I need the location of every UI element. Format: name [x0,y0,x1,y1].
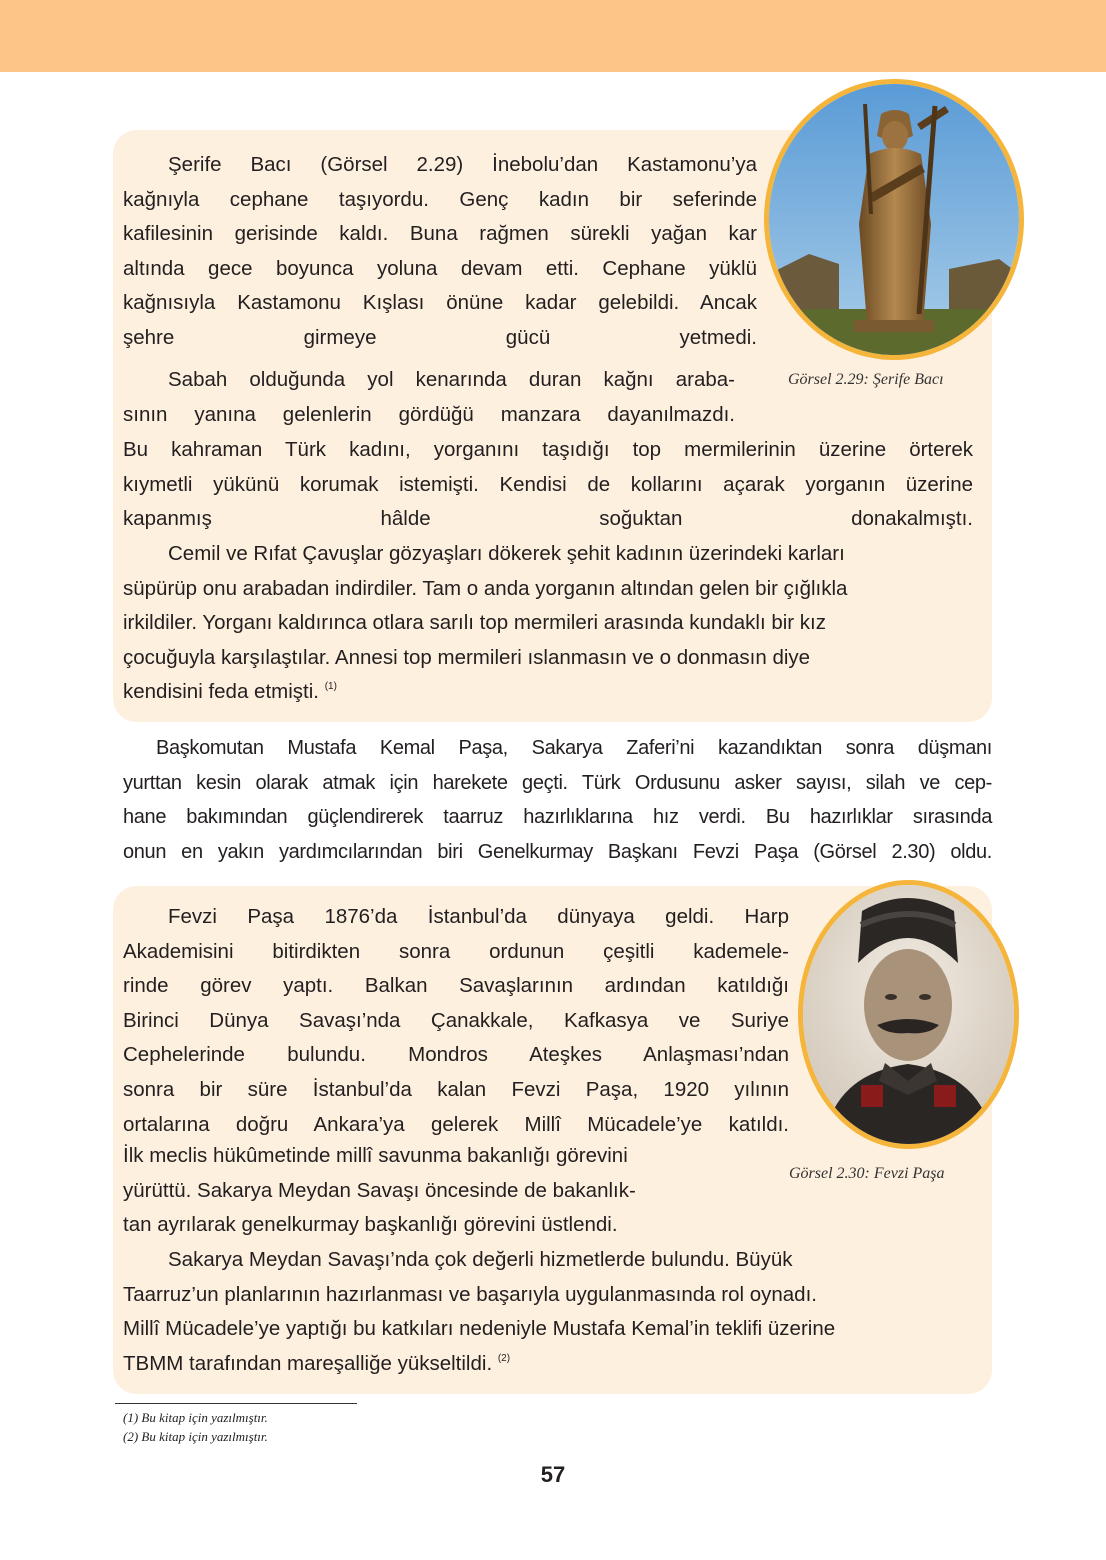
footnote-2: (2) Bu kitap için yazılmıştır. [123,1429,268,1444]
header-band [0,0,1106,72]
serife-paragraph-3: Cemil ve Rıfat Çavuşlar gözyaşları dökerek şehit kadının üzerindeki karları süpürüp onu arabadan indirdiler. Tam o anda yorganın altından gelen bir çığlıkla irkildiler. Yorganı kaldırınca otlara sarılı top mermileri arasında kundaklı bir kız çocuğuyla karşılaştılar. Annesi top mermileri ıslanmasın ve o donmasın diye kendisini feda etmişti. $^{(1)}$ [123,542,848,704]
serife-baci-statue-photo [764,79,1024,360]
fevzi-pasa-portrait-photo [798,880,1019,1149]
photo-caption-2-29: Görsel 2.29: Şerife Bacı [788,371,944,388]
footnote-ref-2: (2) [497,1352,511,1364]
serife-paragraph-2a: Sabah olduğunda yol kenarında duran kağnı araba- sının yanına gelenlerin gördüğü manzara dayanılmazdı. [123,368,735,426]
serife-paragraph-2b: Bu kahraman Türk kadını, yorganını taşıdığı top mermilerinin üzerine örterek kıymetli yükünü korumak istemişti. Kendisi de kollarını açarak yorganın üzerine kapanmış hâlde soğuktan donakalmıştı. [123,438,973,531]
portrait-illustration [803,885,1014,1144]
fevzi-paragraph-1a: Fevzi Paşa 1876’da İstanbul’da dünyaya geldi. Harp Akademisini bitirdikten sonra ordunun çeşitli kademele- rinde görev yaptı. Balkan Savaşlarının ardından katıldığı Birinci Dünya Savaşı’nda Çanakkale, Kafkasya ve Suriye Cephelerinde bulundu. Mondros Ateşkes Anlaşması’ndan sonra bir süre İstanbul’da kalan Fevzi Paşa, 1920 yılının ortalarına doğru Ankara’ya gelerek Millî Mücadele’ye katıldı. [123,905,789,1136]
footnote-1: (1) Bu kitap için yazılmıştır. [123,1410,268,1425]
page-number: 57 [540,1462,566,1487]
footnote-divider [115,1403,357,1404]
footnote-ref-1: (1) [324,681,337,693]
photo-caption-2-30: Görsel 2.30: Fevzi Paşa [789,1165,945,1182]
serife-paragraph-1: Şerife Bacı (Görsel 2.29) İnebolu’dan Kastamonu’ya kağnıyla cephane taşıyordu. Genç kadın bir seferinde kafilesinin gerisinde kaldı. Buna rağmen sürekli yağan kar altında gece boyunca yoluna devam etti. Cephane yüklü kağnısıyla Kastamonu Kışlası önüne kadar gelebildi. Ancak şehre girmeye gücü yetmedi. [123,153,757,349]
main-paragraph: Başkomutan Mustafa Kemal Paşa, Sakarya Zaferi’ni kazandıktan sonra düşmanı yurttan kesin olarak atmak için harekete geçti. Türk Ordusunu asker sayısı, silah ve cep- hane bakımından güçlendirerek taarruz hazırlıklarına hız verdi. Bu hazırlıklar sırasında onun en yakın yardımcılarından biri Genelkurmay Başkanı Fevzi Paşa (Görsel 2.30) oldu. [123,737,992,863]
fevzi-paragraph-1b: İlk meclis hükûmetinde millî savunma bakanlığı görevini yürüttü. Sakarya Meydan Savaşı öncesinde de bakanlık- tan ayrılarak genelkurmay başkanlığı görevini üstlendi. [123,1144,636,1237]
fevzi-paragraph-2: Sakarya Meydan Savaşı’nda çok değerli hizmetlerde bulundu. Büyük Taarruz’un planlarının hazırlanması ve başarıyla uygulanmasında rol oynadı. Millî Mücadele’ye yaptığı bu katkıları nedeniyle Mustafa Kemal’in teklifi üzerine TBMM tarafından mareşalliğe yükseltildi. $^{(2)}$ [123,1248,836,1375]
statue-illustration [769,84,1019,355]
